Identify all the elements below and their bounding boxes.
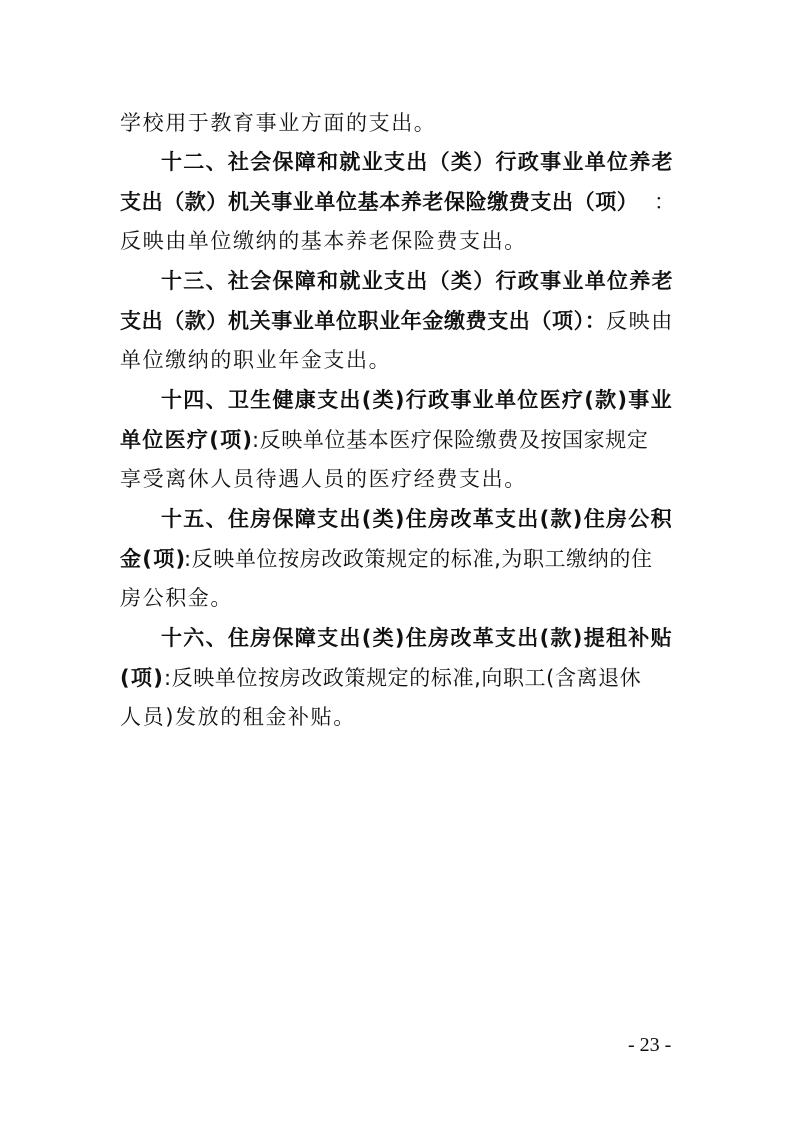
item-12-colon: ： [654,190,677,214]
item-13-desc-line [0,340,794,380]
body-text-line: 学校用于教育事业方面的支出。 [120,111,437,135]
item-15-desc-line [0,578,794,618]
item-12-title: 十二、社会保障和就业支出（类）行政事业单位养老 [161,150,674,174]
item-16-title: 十六、住房保障支出(类)住房改革支出(款)提租补贴 [161,626,673,650]
item-13-desc-inline: 反映由 [606,309,674,333]
item-12-title-cont-line [0,182,794,222]
paragraph-continuation [0,103,794,143]
item-14-title-cont: 单位医疗(项) [120,428,254,452]
item-13-desc: 单位缴纳的职业年金支出。 [120,348,392,372]
item-12-desc-line [0,221,794,261]
item-16-title-line [0,618,794,658]
item-14-desc-line [0,459,794,499]
item-13-title: 十三、社会保障和就业支出（类）行政事业单位养老 [161,269,674,293]
item-12-title-cont: 支出（款）机关事业单位基本养老保险缴费支出（项） [120,190,639,214]
item-13-title-line [0,261,794,301]
item-14-desc-inline: :反映单位基本医疗保险缴费及按国家规定 [252,428,649,452]
item-14-title-line [0,380,794,420]
item-15-title-cont-line [0,539,794,579]
item-12-title-line [0,142,794,182]
item-14-desc: 享受离休人员待遇人员的医疗经费支出。 [120,467,527,491]
item-16-title-cont-line [0,658,794,698]
item-13-title-cont-line [0,301,794,341]
item-16-desc-inline: :反映单位按房改政策规定的标准,向职工(含离退休 [164,666,642,690]
item-13-title-cont: 支出（款）机关事业单位职业年金缴费支出（项）： [120,309,607,333]
item-14-title-cont-line [0,420,794,460]
page-number: - 23 - [628,1034,672,1056]
item-15-title-cont: 金(项) [120,547,187,571]
item-15-desc: 房公积金。 [120,586,233,610]
item-16-desc-line [0,697,794,737]
item-15-desc-inline: :反映单位按房改政策规定的标准,为职工缴纳的住 [184,547,653,571]
item-16-desc: 人员)发放的租金补贴。 [120,705,356,729]
item-16-title-cont: (项) [120,666,165,690]
item-15-title-line [0,499,794,539]
item-12-desc: 反映由单位缴纳的基本养老保险费支出。 [120,229,527,253]
item-14-title: 十四、卫生健康支出(类)行政事业单位医疗(款)事业 [161,388,673,412]
item-15-title: 十五、住房保障支出(类)住房改革支出(款)住房公积 [161,507,673,531]
